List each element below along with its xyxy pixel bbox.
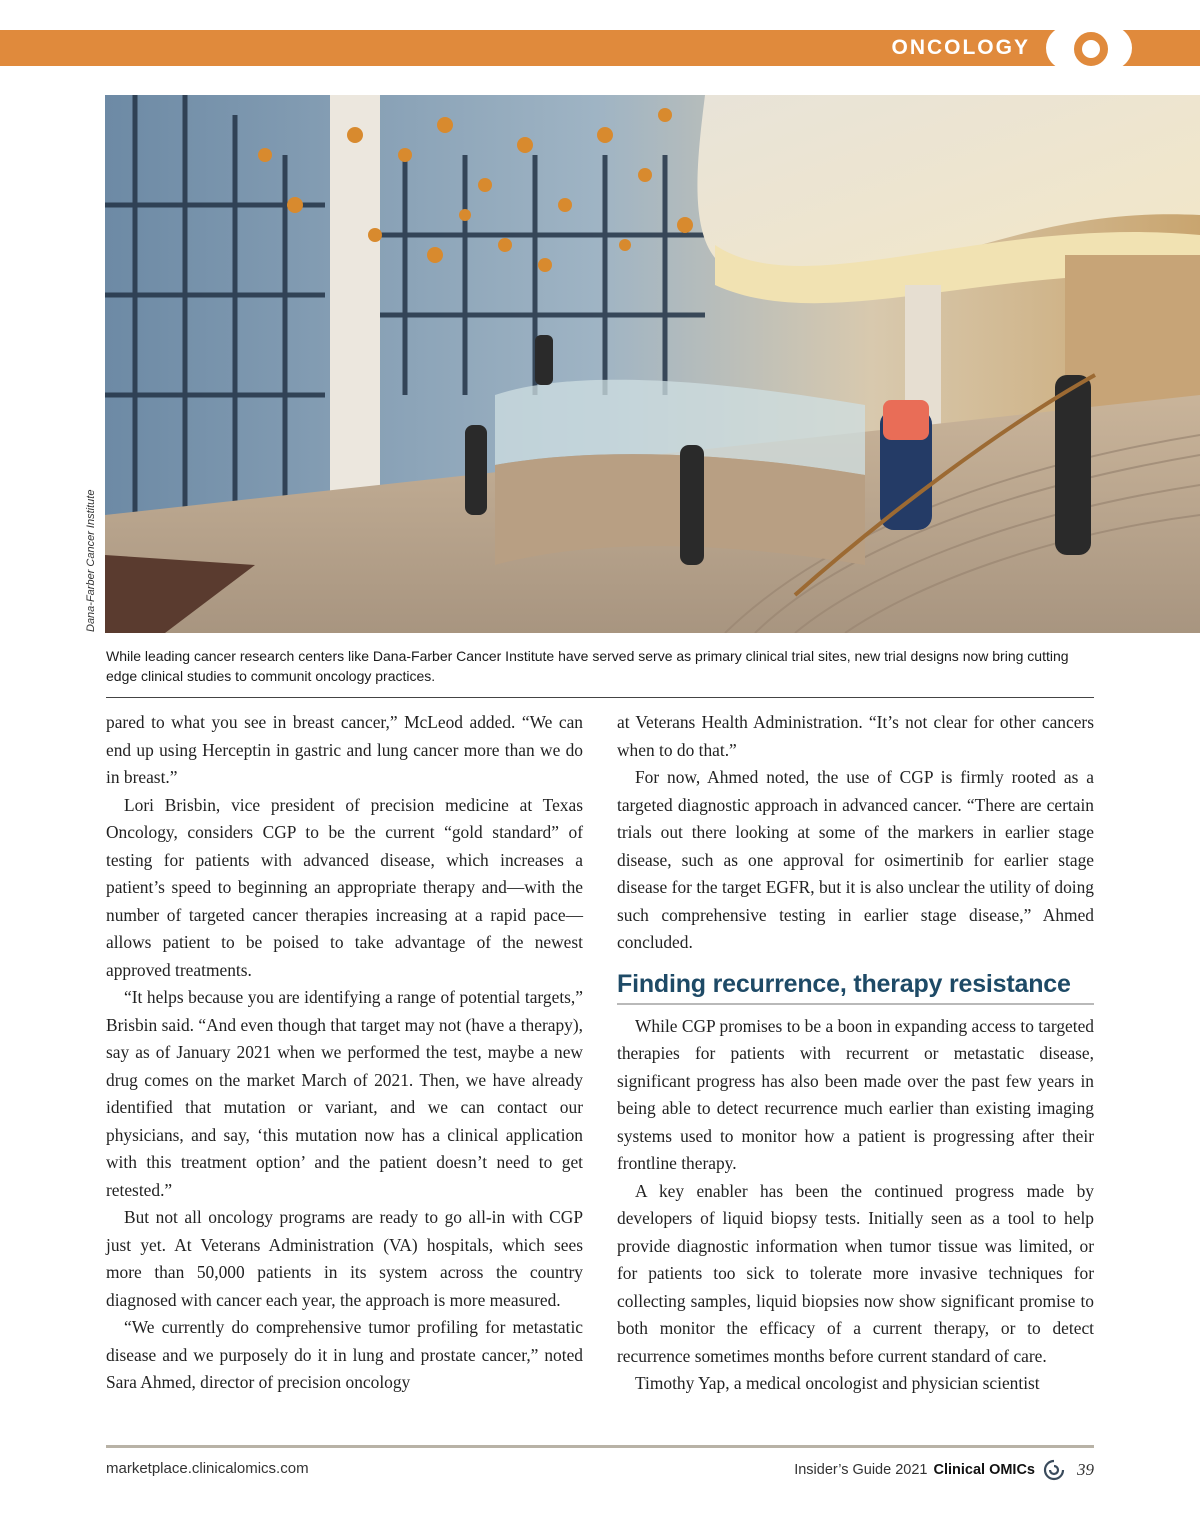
footer-guide: Insider’s Guide 2021: [794, 1462, 928, 1478]
photo-caption: While leading cancer research centers like Dana-Farber Cancer Institute have served serve as primary clinical trial sites, new trial designs now bring cutting edge clinical studies to communit oncology practices.: [106, 648, 1069, 684]
paragraph: While CGP promises to be a boon in expanding access to targeted therapies for patients with recurrent or metastatic disease, significant progress has also been made over the past few years in being able to detect recurrence much earlier than existing imaging systems used to monitor how a patient is progressing after their frontline therapy.: [617, 1015, 1094, 1173]
photo-credit: Dana-Farber Cancer Institute: [85, 489, 97, 632]
section-heading: Finding recurrence, therapy resistance: [617, 967, 1094, 1005]
right-column: [617, 709, 1094, 1398]
clinical-omics-o-icon: [1074, 32, 1108, 66]
paragraph: Timothy Yap, a medical oncologist and physician scientist: [635, 1373, 1040, 1393]
caption-divider: [106, 697, 1094, 698]
paragraph: A key enabler has been the continued progress made by developers of liquid biopsy tests. Initially seen as a tool to help provide diagnostic information when tumor tissue was limited, or for patients too sick to tolerate more invasive techniques for collecting samples, liquid biopsies now show significant promise to both monitor the efficacy of a current therapy, or to detect recurrence sometimes months before current standard of care.: [617, 1180, 1094, 1366]
footer-url[interactable]: marketplace.clinicalomics.com: [106, 1460, 309, 1477]
left-column: [106, 709, 583, 1397]
lobby-photo: [105, 95, 1200, 633]
paragraph: “We currently do comprehensive tumor profiling for metastatic disease and we purposely do it in lung and prostate cancer,” noted Sara Ahmed, director of precision oncology: [106, 1317, 583, 1392]
footer-brand: Clinical OMICs: [933, 1462, 1035, 1478]
paragraph: pared to what you see in breast cancer,” McLeod added. “We can end up using Herceptin in gastric and lung cancer more than we do in breast.”: [106, 712, 583, 787]
footer-publication: [794, 1458, 1094, 1482]
paragraph: “It helps because you are identifying a range of potential targets,” Brisbin said. “And even though that target may not (have a therapy), say as of January 2021 when we performed the test, maybe a new drug comes on the market March of 2021. Then, we have already identified that mutation or variant, and we can contact our physicians, and say, ‘this mutation now has a clinical application with this treatment option’ and the patient doesn’t need to get retested.”: [106, 987, 583, 1200]
footer-divider: [106, 1445, 1094, 1448]
paragraph: Lori Brisbin, vice president of precision medicine at Texas Oncology, considers CGP to be the current “gold standard” of testing for patients with advanced disease, which increases a patient’s speed to beginning an appropriate therapy and—with the number of targeted cancer therapies increasing at a rapid pace—allows patient to be poised to take advantage of the newest approved treatments.: [106, 794, 583, 980]
paragraph: For now, Ahmed noted, the use of CGP is firmly rooted as a targeted diagnostic approach in advanced cancer. “There are certain trials out there looking at some of the markers in earlier stage disease, such as one approval for osimertinib for earlier stage disease for the target EGFR, but it is also unclear the utility of doing such comprehensive testing in earlier stage disease,” Ahmed concluded.: [617, 767, 1094, 952]
paragraph: But not all oncology programs are ready to go all-in with CGP just yet. At Veterans Administration (VA) hospitals, which sees more than 50,000 patients in its system across the country diagnosed with cancer each year, the approach is more measured.: [106, 1207, 583, 1310]
page-number: 39: [1077, 1460, 1094, 1479]
section-label: ONCOLOGY: [891, 36, 1030, 59]
paragraph: at Veterans Health Administration. “It’s not clear for other cancers when to do that.”: [617, 712, 1094, 760]
clinical-omics-logo-icon: [1041, 1458, 1067, 1482]
